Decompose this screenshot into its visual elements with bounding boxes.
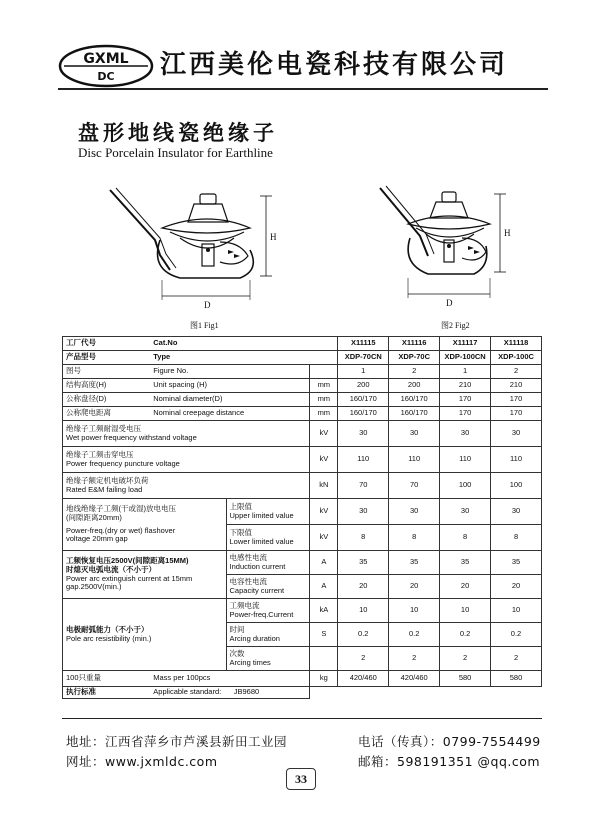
standard-label-en-text: Applicable standard: bbox=[153, 687, 222, 697]
row-unit: A bbox=[310, 575, 338, 599]
cell-value: 30 bbox=[338, 421, 389, 447]
cell-value: 20 bbox=[389, 575, 440, 599]
sub-label-en: Induction current bbox=[229, 561, 286, 571]
cell-value: 30 bbox=[440, 499, 491, 525]
cell-value: 170 bbox=[440, 393, 491, 407]
cell-value: 1 bbox=[338, 365, 389, 379]
product-title-en: Disc Porcelain Insulator for Earthline bbox=[78, 145, 273, 160]
cell-value: 35 bbox=[338, 551, 389, 575]
row-unit: kA bbox=[310, 599, 338, 623]
table-row bbox=[63, 379, 542, 393]
row-unit: mm bbox=[310, 379, 338, 393]
cell-value: 0.2 bbox=[440, 623, 491, 647]
cell-value: 160/170 bbox=[389, 393, 440, 407]
sub-label bbox=[226, 499, 310, 525]
row-label-cn: 公称盘径(D) bbox=[63, 393, 151, 407]
cell-value: 2 bbox=[389, 365, 440, 379]
row-label-cn: 绝缘子工频耐湿受电压 bbox=[66, 423, 141, 433]
mass-label-cn: 100只重量 bbox=[63, 671, 151, 687]
cell-value: 10 bbox=[389, 599, 440, 623]
row-unit bbox=[310, 647, 338, 671]
type-value: XDP-70C bbox=[389, 351, 440, 365]
row-unit: kg bbox=[310, 671, 338, 687]
fig1-dim-d: D bbox=[204, 300, 211, 310]
sub-label-en: Upper limited value bbox=[229, 510, 294, 520]
cell-value: 30 bbox=[338, 499, 389, 525]
cell-value: 30 bbox=[491, 499, 542, 525]
flashover-label-en-2: voltage 20mm gap bbox=[66, 534, 128, 544]
cell-value: 110 bbox=[389, 447, 440, 473]
cell-value: 8 bbox=[338, 525, 389, 551]
cell-value: 100 bbox=[440, 473, 491, 499]
table-row bbox=[63, 671, 542, 687]
standard-blank bbox=[310, 687, 542, 699]
cell-value: 170 bbox=[491, 407, 542, 421]
cell-value: 200 bbox=[389, 379, 440, 393]
cell-value: 170 bbox=[491, 393, 542, 407]
footer-website[interactable]: 网址：www.jxmldc.com bbox=[66, 754, 218, 769]
row-unit bbox=[310, 365, 338, 379]
logo-top-text: GXML bbox=[83, 51, 129, 67]
row-label-en: Wet power frequency withstand voltage bbox=[66, 432, 197, 442]
row-label-cn: 公称爬电距离 bbox=[63, 407, 151, 421]
cell-value: 2 bbox=[338, 647, 389, 671]
cell-value: 420/460 bbox=[389, 671, 440, 687]
sub-label-cn: 电容性电流 bbox=[229, 576, 268, 586]
cell-value: 8 bbox=[440, 525, 491, 551]
table-row bbox=[63, 551, 542, 575]
cell-value: 200 bbox=[338, 379, 389, 393]
row-label-cn: 绝缘子额定机电破坏负荷 bbox=[66, 475, 149, 485]
arc-resist-label-cn: 电极耐弧能力（不小于） bbox=[66, 624, 149, 634]
arc-extinguish-label bbox=[63, 551, 227, 599]
row-label-cn: 绝缘子工频击穿电压 bbox=[66, 449, 134, 459]
cell-value: 35 bbox=[491, 551, 542, 575]
row-label-cn: 结构高度(H) bbox=[63, 379, 151, 393]
type-label-cn: 产品型号 bbox=[63, 351, 151, 365]
cat-no-value: X11116 bbox=[389, 337, 440, 351]
row-label-cn: 图号 bbox=[63, 365, 151, 379]
table-row bbox=[63, 599, 542, 623]
cell-value: 100 bbox=[491, 473, 542, 499]
cat-no-label-cn: 工厂代号 bbox=[63, 337, 151, 351]
sub-label bbox=[226, 525, 310, 551]
cell-value: 2 bbox=[491, 647, 542, 671]
row-label-en: Figure No. bbox=[150, 365, 310, 379]
cell-value: 0.2 bbox=[491, 623, 542, 647]
cell-value: 210 bbox=[491, 379, 542, 393]
row-label-en: Rated E&M failing load bbox=[66, 484, 143, 494]
table-row bbox=[63, 687, 542, 699]
row-unit: mm bbox=[310, 407, 338, 421]
row-unit: kV bbox=[310, 525, 338, 551]
row-label-en: Nominal creepage distance bbox=[150, 407, 310, 421]
cell-value: 580 bbox=[440, 671, 491, 687]
cell-value: 30 bbox=[389, 499, 440, 525]
cell-value: 110 bbox=[440, 447, 491, 473]
row-unit: kV bbox=[310, 499, 338, 525]
figure-1-drawing bbox=[100, 180, 300, 320]
cell-value: 10 bbox=[491, 599, 542, 623]
sub-label bbox=[226, 551, 310, 575]
row-unit: kN bbox=[310, 473, 338, 499]
flashover-label-en: Power-freq.(dry or wet) flashover bbox=[66, 525, 176, 535]
table-row bbox=[63, 365, 542, 379]
spec-table bbox=[62, 336, 542, 699]
flashover-label bbox=[63, 499, 227, 551]
sub-label-en: Power-freq.Current bbox=[229, 609, 294, 619]
cell-value: 20 bbox=[491, 575, 542, 599]
table-row bbox=[63, 407, 542, 421]
table-row bbox=[63, 473, 542, 499]
cell-value: 20 bbox=[440, 575, 491, 599]
footer-email[interactable]: 邮箱：598191351 @qq.com bbox=[358, 754, 541, 769]
figure-1-caption: 图1 Fig1 bbox=[190, 321, 219, 330]
cat-no-value: X11118 bbox=[491, 337, 542, 351]
cell-value: 30 bbox=[389, 421, 440, 447]
row-unit: A bbox=[310, 551, 338, 575]
cell-value: 2 bbox=[389, 647, 440, 671]
cell-value: 70 bbox=[389, 473, 440, 499]
cell-value: 35 bbox=[389, 551, 440, 575]
row-unit: kV bbox=[310, 421, 338, 447]
arc-extinguish-label-en-2: gap.2500V(min.) bbox=[66, 582, 122, 592]
header-divider bbox=[58, 88, 548, 90]
cell-value: 35 bbox=[440, 551, 491, 575]
row-label bbox=[63, 473, 310, 499]
cell-value: 170 bbox=[440, 407, 491, 421]
cell-value: 160/170 bbox=[389, 407, 440, 421]
standard-label-en bbox=[150, 687, 310, 699]
cat-no-label-en: Cat.No bbox=[150, 337, 338, 351]
type-label-en: Type bbox=[150, 351, 338, 365]
cell-value: 420/460 bbox=[338, 671, 389, 687]
sub-label-cn: 电感性电流 bbox=[229, 552, 268, 562]
standard-label-cn: 执行标准 bbox=[63, 687, 151, 699]
cell-value: 8 bbox=[389, 525, 440, 551]
table-row bbox=[63, 499, 542, 525]
footer-divider bbox=[62, 718, 542, 719]
arc-resist-label bbox=[63, 599, 227, 671]
sub-label-cn: 下限值 bbox=[229, 527, 253, 537]
cell-value: 160/170 bbox=[338, 407, 389, 421]
sub-label-cn: 工频电流 bbox=[229, 600, 260, 610]
table-row bbox=[63, 337, 542, 351]
cell-value: 8 bbox=[491, 525, 542, 551]
sub-label bbox=[226, 575, 310, 599]
cell-value: 110 bbox=[338, 447, 389, 473]
cell-value: 580 bbox=[491, 671, 542, 687]
row-label-en: Nominal diameter(D) bbox=[150, 393, 310, 407]
cell-value: 10 bbox=[338, 599, 389, 623]
footer-phone: 电话（传真）：0799-7554499 bbox=[358, 734, 541, 749]
arc-extinguish-label-cn: 工频恢复电压2500V(间隙距离15MM) bbox=[66, 556, 189, 566]
page-number: 33 bbox=[286, 768, 316, 790]
cell-value: 210 bbox=[440, 379, 491, 393]
fig2-dim-d: D bbox=[446, 298, 453, 308]
arc-extinguish-label-cn-2: 时熄灭电弧电流（不小于） bbox=[66, 564, 156, 574]
cell-value: 160/170 bbox=[338, 393, 389, 407]
flashover-label-cn-2: (间隙距离20mm) bbox=[66, 512, 122, 522]
cell-value: 110 bbox=[491, 447, 542, 473]
cell-value: 0.2 bbox=[338, 623, 389, 647]
sub-label-en: Capacity current bbox=[229, 585, 285, 595]
row-label-en: Unit spacing (H) bbox=[150, 379, 310, 393]
cell-value: 2 bbox=[491, 365, 542, 379]
row-label-en: Power frequency puncture voltage bbox=[66, 458, 180, 468]
sub-label-en: Lower limited value bbox=[229, 536, 294, 546]
type-value: XDP-100C bbox=[491, 351, 542, 365]
sub-label-cn: 次数 bbox=[229, 648, 245, 658]
figure-2-drawing bbox=[350, 180, 520, 320]
arc-resist-label-en: Pole arc resistibility (min.) bbox=[66, 633, 152, 643]
table-row bbox=[63, 447, 542, 473]
company-name: 江西美伦电瓷科技有限公司 bbox=[160, 50, 509, 80]
cell-value: 20 bbox=[338, 575, 389, 599]
cell-value: 0.2 bbox=[389, 623, 440, 647]
row-unit: mm bbox=[310, 393, 338, 407]
row-label bbox=[63, 447, 310, 473]
row-unit: kV bbox=[310, 447, 338, 473]
sub-label-cn: 上限值 bbox=[229, 501, 253, 511]
type-value: XDP-100CN bbox=[440, 351, 491, 365]
sub-label-en: Arcing times bbox=[229, 657, 271, 667]
product-title-cn: 盘形地线瓷绝缘子 bbox=[78, 120, 278, 145]
fig1-dim-h: H bbox=[270, 232, 277, 242]
cell-value: 30 bbox=[491, 421, 542, 447]
cell-value: 10 bbox=[440, 599, 491, 623]
company-logo bbox=[58, 44, 154, 88]
standard-value: JB9680 bbox=[233, 687, 260, 697]
figure-2-caption: 图2 Fig2 bbox=[441, 321, 470, 330]
cell-value: 2 bbox=[440, 647, 491, 671]
mass-label-en: Mass per 100pcs bbox=[150, 671, 310, 687]
cell-value: 1 bbox=[440, 365, 491, 379]
cell-value: 30 bbox=[440, 421, 491, 447]
row-label bbox=[63, 421, 310, 447]
cat-no-value: X11117 bbox=[440, 337, 491, 351]
table-row bbox=[63, 351, 542, 365]
cell-value: 70 bbox=[338, 473, 389, 499]
logo-bottom-text: DC bbox=[97, 70, 115, 83]
row-unit: S bbox=[310, 623, 338, 647]
sub-label bbox=[226, 647, 310, 671]
table-row bbox=[63, 393, 542, 407]
table-row bbox=[63, 421, 542, 447]
arc-extinguish-label-en: Power arc extinguish current at 15mm bbox=[66, 573, 193, 583]
fig2-dim-h: H bbox=[504, 228, 511, 238]
sub-label-cn: 时间 bbox=[229, 624, 245, 634]
type-value: XDP-70CN bbox=[338, 351, 389, 365]
sub-label bbox=[226, 599, 310, 623]
sub-label bbox=[226, 623, 310, 647]
sub-label-en: Arcing duration bbox=[229, 633, 280, 643]
footer-address: 地址：江西省萍乡市芦溪县新田工业园 bbox=[66, 734, 288, 749]
cat-no-value: X11115 bbox=[338, 337, 389, 351]
flashover-label-cn: 地线绝缘子工频(干或湿)放电电压 bbox=[66, 504, 176, 514]
